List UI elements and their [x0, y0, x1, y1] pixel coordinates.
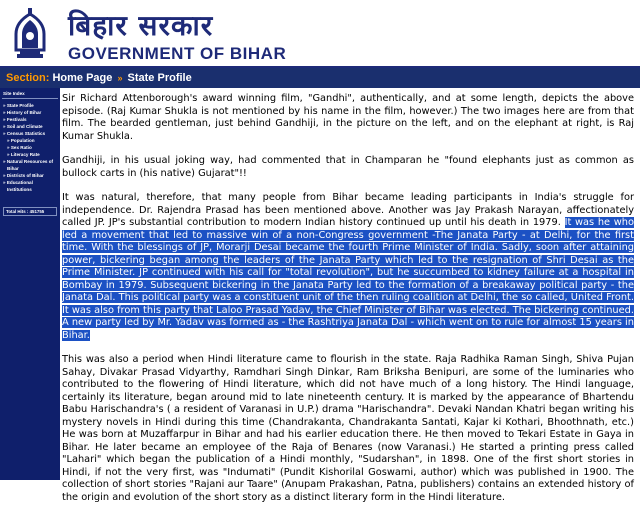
- breadcrumb-separator-icon: »: [117, 73, 123, 83]
- sidebar-divider: [2, 98, 58, 99]
- content-paragraph-4: This was also a period when Hindi literature came to flourish in the state. Raja Radhika Raman Singh, Shiva Pujan Sahay, Divakar Prasad Vidyarthy, Ramdhari Singh Dinkar, Ram Briksha Benipuri, are some of the luminaries who contributed to the flowering of Hindi literature, which did not have much of a long history. The Hindi language, certainly its literature, began around mid to late nineteenth century. It is marked by the appearance of Bhartendu Babu Harischandra's ( a resident of Varanasi in U.P.) drama "Harischandra". Devaki Nandan Khatri began writing his mystery novels in Hindi during this time (Chandrakanta, Chandrakanta Santati, Kajar ki Kothari, Bhoothnath, etc.) He was born at Muzaffarpur in Bihar and had his earlier education there. He then moved to Tekari Estate in Gaya in Bihar. He later became an employee of the Raja of Benares (now Varanasi.) He started a printing press called "Lahari" which began the publication of a Hindi monthly, "Sudarshan", in 1898. One of the first short stories in Hindi, if not the very first, was "Indumati" (Pundit Kishorilal Goswami, author) which was published in 1900. The collection of short stories "Rajani aur Taare" (Anupam Prakashan, Patna, publishers) contains an extended history of the origin and evolution of the short story as a distinct literary form in the Hindi literature.: [62, 354, 634, 503]
- hit-counter-value: 451755: [29, 209, 45, 214]
- site-header: [0, 0, 640, 68]
- sidebar-item-districts[interactable]: » Districts of Bihar: [3, 173, 44, 178]
- sidebar-item-literacy[interactable]: » Literacy Rate: [7, 152, 40, 157]
- sidebar-item-state-profile[interactable]: » State Profile: [3, 103, 34, 108]
- sidebar-item-census[interactable]: » Census Statistics: [3, 131, 46, 136]
- content-paragraph-1: Sir Richard Attenborough's award winning film, "Gandhi", authentically, and at some length, depicts the above episode. (Raj Kumar Shukla is not mentioned by his name in the film, however.) The two images here are from that film. The bearded gentleman, just behind Gandhiji, in the picture on the left, and on the elephant at right, is Raj Kumar Shukla.: [62, 93, 634, 142]
- sidebar-item-educational[interactable]: » Educational: [3, 180, 33, 185]
- breadcrumb: [0, 68, 640, 88]
- site-title-hindi: बिहार सरकार: [68, 9, 214, 42]
- hit-counter-label: Total Hits :: [6, 209, 29, 214]
- selected-text[interactable]: It was he who led a movement that led to massive win of a non-Congress government -The Janata Party - at Delhi, for the first time. With the blessings of JP, Morarji Desai became the fourth Prime Minister of India. Sadly, soon after attaining power, bickering began among the leaders of the Janata Party which led to the resignation of Shri Desai as the Prime Minister. JP continued with his call for "total revolution", but he succumbed to kidney failure at a hospital in Bombay in 1979. Subsequent bickering in the Janata Party led to the formation of a breakaway political party - the Janata Dal. This political party was a constituent unit of the then ruling coalition at Delhi, the so called, United Front. It was also from this party that Laloo Prasad Yadav, the Chief Minister of Bihar was elected. The bickering continued. A new party led by Mr. Yadav was formed as - the Rashtriya Janata Dal - which went on to rule for almost 15 years in Bihar.: [62, 217, 634, 341]
- breadcrumb-current: State Profile: [127, 72, 192, 84]
- sidebar: [0, 88, 60, 480]
- main-content: [62, 93, 634, 516]
- sidebar-item-soil-climate[interactable]: » Soil and Climate: [3, 124, 43, 129]
- hit-counter: [3, 207, 57, 216]
- sidebar-menu: [0, 102, 60, 193]
- sidebar-item-history[interactable]: » History of Bihar: [3, 110, 42, 115]
- sidebar-item-festivals[interactable]: » Festivals: [3, 117, 27, 122]
- bihar-emblem-icon: [8, 4, 52, 62]
- sidebar-heading: Site Index: [3, 91, 25, 96]
- sidebar-item-educational-cont[interactable]: Institutions: [7, 187, 32, 192]
- content-paragraph-3: [62, 192, 634, 342]
- paragraph-3-text: It was natural, therefore, that many people from Bihar became leading participants in India's struggle for independence. Dr. Rajendra Prasad has been mentioned above. Another was Jay Prakash Narayan, affectionately called JP. JP's substantial contribution to modern Indian history continued up until his death in 1979.: [62, 192, 634, 228]
- site-title-english: GOVERNMENT OF BIHAR: [68, 44, 287, 63]
- sidebar-item-sex-ratio[interactable]: » Sex Ratio: [7, 145, 32, 150]
- breadcrumb-label: Section:: [6, 72, 50, 84]
- sidebar-item-population[interactable]: » Population: [7, 138, 35, 143]
- sidebar-item-natural-resources-cont[interactable]: Bihar: [7, 166, 19, 171]
- content-paragraph-2: Gandhiji, in his usual joking way, had commented that in Champaran he "found elephants just as common as bullock carts in (his native) Gujarat"!!: [62, 155, 634, 179]
- sidebar-item-natural-resources[interactable]: » Natural Resources of: [3, 159, 54, 164]
- breadcrumb-home-link[interactable]: Home Page: [52, 72, 113, 84]
